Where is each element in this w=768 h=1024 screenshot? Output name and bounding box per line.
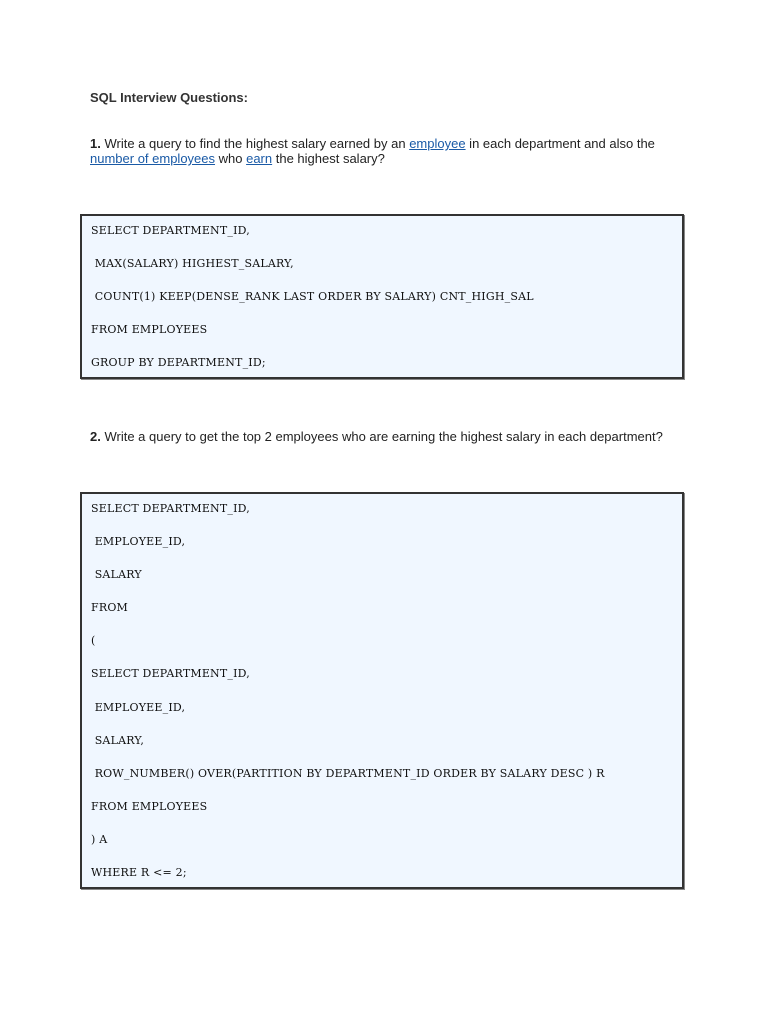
question-text: the highest salary? [272,151,385,166]
code-line: ( [91,634,96,648]
question-text: who [215,151,247,166]
code-line: SALARY [91,568,142,582]
code-line: FROM [91,601,128,615]
code-line: SELECT DEPARTMENT_ID, [91,224,250,237]
code-line: EMPLOYEE_ID, [91,535,186,549]
question-text: in each department and also the [465,136,655,151]
code-line: COUNT(1) KEEP(DENSE_RANK LAST ORDER BY SALARY) CNT_HIGH_SAL [91,290,534,304]
code-block-1 [80,214,684,379]
code-line: SELECT DEPARTMENT_ID, [91,667,250,681]
code-line: SALARY, [91,733,145,747]
question-number: 1. [90,136,101,151]
code-line: SELECT DEPARTMENT_ID, [91,502,250,515]
code-line: FROM EMPLOYEES [91,799,208,813]
question-1 [90,136,680,166]
employee-link[interactable]: employee [409,136,466,151]
page-title: SQL Interview Questions: [90,90,248,105]
number-of-employees-link[interactable]: number of employees [90,151,216,166]
question-number: 2. [90,429,101,444]
code-block-2 [80,492,684,889]
question-text: Write a query to get the top 2 employees who are earning the highest salary in each department? [104,429,663,444]
code-line: GROUP BY DEPARTMENT_ID; [91,356,266,370]
earn-link[interactable]: earn [246,151,273,166]
code-line: ) A [91,832,108,846]
code-line: EMPLOYEE_ID, [91,700,186,714]
code-line: WHERE R <= 2; [91,866,187,880]
code-line: ROW_NUMBER() OVER(PARTITION BY DEPARTMENT_ID ORDER BY SALARY DESC ) R [91,766,605,780]
code-line: FROM EMPLOYEES [91,323,208,337]
question-2 [90,429,680,444]
question-text: Write a query to find the highest salary earned by an [104,136,410,151]
code-line: MAX(SALARY) HIGHEST_SALARY, [91,257,294,271]
